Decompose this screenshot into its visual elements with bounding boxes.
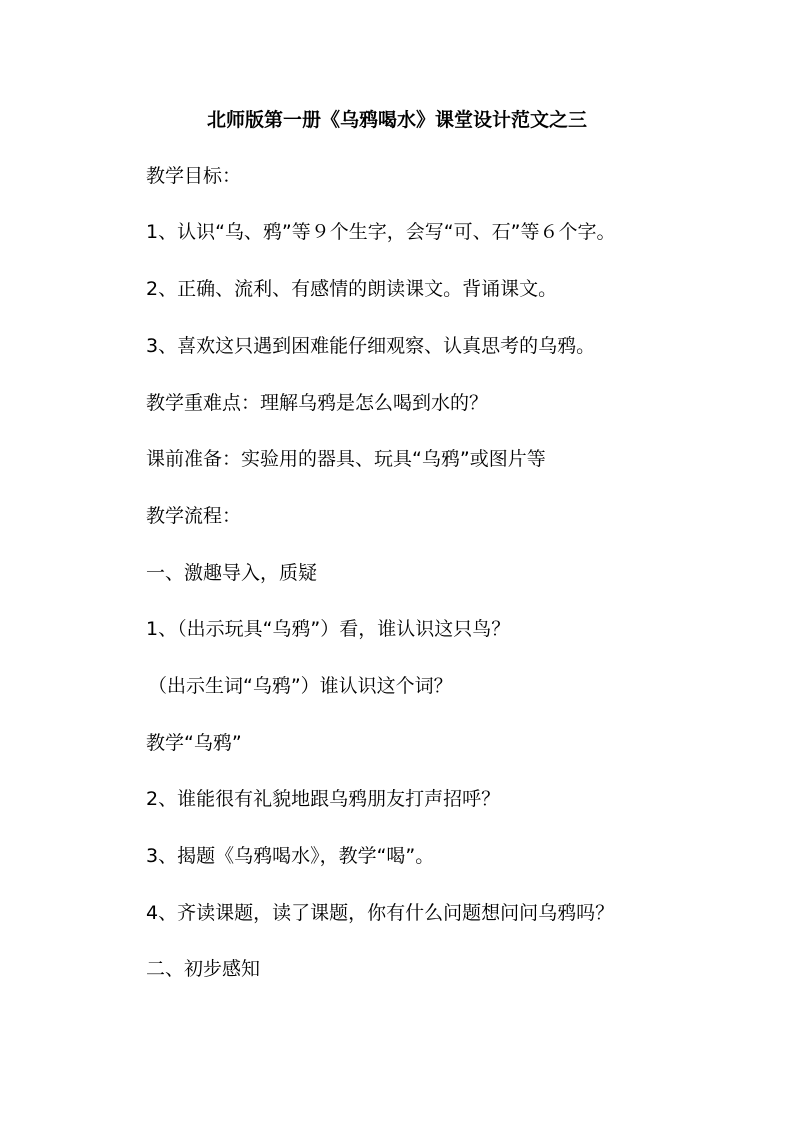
paragraph-section-1-heading: 一、激趣导入，质疑: [146, 562, 318, 584]
paragraph-goal-1: 1、认识“乌、鸦”等９个生字，会写“可、石”等６个字。: [146, 221, 616, 243]
paragraph-step-2: 2、谁能很有礼貌地跟乌鸦朋友打声招呼？: [146, 788, 501, 810]
paragraph-key-points: 教学重难点：理解乌鸦是怎么喝到水的？: [146, 392, 489, 414]
paragraph-section-2-heading: 二、初步感知: [146, 958, 261, 980]
paragraph-step-4: 4、齐读课题，读了课题，你有什么问题想问问乌鸦吗？: [146, 902, 615, 924]
paragraph-process-heading: 教学流程：: [146, 505, 242, 527]
document-title: 北师版第一册《乌鸦喝水》课堂设计范文之三: [206, 109, 587, 131]
paragraph-teaching-goals-heading: 教学目标：: [146, 165, 242, 187]
paragraph-preparation: 课前准备：实验用的器具、玩具“乌鸦”或图片等: [146, 448, 546, 470]
paragraph-teach-word: 教学“乌鸦”: [146, 732, 242, 754]
paragraph-goal-3: 3、喜欢这只遇到困难能仔细观察、认真思考的乌鸦。: [146, 335, 596, 357]
paragraph-step-3: 3、揭题《乌鸦喝水》，教学“喝”。: [146, 845, 435, 867]
paragraph-step-1: 1、（出示玩具“乌鸦”）看，谁认识这只鸟？: [146, 618, 511, 640]
paragraph-step-1-sub: （出示生词“乌鸦”）谁认识这个词？: [148, 675, 453, 697]
paragraph-goal-2: 2、正确、流利、有感情的朗读课文。背诵课文。: [146, 278, 558, 300]
